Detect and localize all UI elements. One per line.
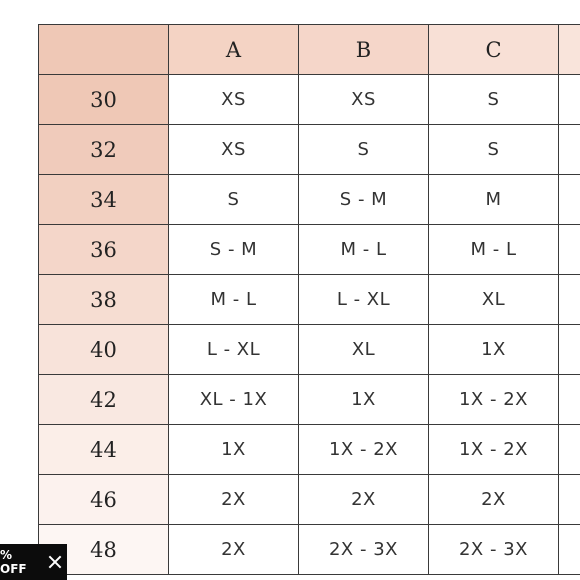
size-cell: 1X: [169, 425, 299, 475]
table-row: [39, 325, 580, 375]
close-icon[interactable]: [48, 555, 61, 569]
band-size-cell: 34: [39, 175, 169, 225]
size-cell-cut-off: [559, 525, 580, 575]
size-cell: 1X: [299, 375, 429, 425]
size-cell: M - L: [169, 275, 299, 325]
table-row: [39, 425, 580, 475]
size-cell: 1X - 2X: [429, 375, 559, 425]
size-cell: M - L: [429, 225, 559, 275]
table-row: [39, 275, 580, 325]
size-cell: L - XL: [299, 275, 429, 325]
size-cell-cut-off: [559, 175, 580, 225]
size-cell-cut-off: [559, 425, 580, 475]
cup-header-a: A: [169, 25, 299, 75]
size-cell: XS: [169, 125, 299, 175]
size-cell: S: [429, 125, 559, 175]
size-cell-cut-off: [559, 225, 580, 275]
size-cell-cut-off: [559, 375, 580, 425]
cup-header-c: C: [429, 25, 559, 75]
size-cell-cut-off: [559, 275, 580, 325]
size-cell: 1X: [429, 325, 559, 375]
size-cell-cut-off: [559, 125, 580, 175]
band-size-cell: 44: [39, 425, 169, 475]
band-size-cell: 46: [39, 475, 169, 525]
cup-header-next: [559, 25, 580, 75]
size-chart-table: [38, 24, 580, 575]
size-cell: XL - 1X: [169, 375, 299, 425]
size-cell: XL: [299, 325, 429, 375]
size-cell: S - M: [299, 175, 429, 225]
band-size-cell: 48: [39, 525, 169, 575]
band-size-cell: 40: [39, 325, 169, 375]
size-cell: M - L: [299, 225, 429, 275]
table-row: [39, 375, 580, 425]
size-cell: S: [429, 75, 559, 125]
size-cell: XL: [429, 275, 559, 325]
size-cell: XS: [169, 75, 299, 125]
size-cell: S: [169, 175, 299, 225]
table-row: [39, 225, 580, 275]
size-cell: S: [299, 125, 429, 175]
size-cell: 1X - 2X: [429, 425, 559, 475]
size-cell: 2X - 3X: [299, 525, 429, 575]
band-size-cell: 30: [39, 75, 169, 125]
size-cell: 2X - 3X: [429, 525, 559, 575]
size-chart-body: [39, 75, 580, 575]
size-cell: L - XL: [169, 325, 299, 375]
header-row: [39, 25, 580, 75]
size-cell: M: [429, 175, 559, 225]
size-cell: 1X - 2X: [299, 425, 429, 475]
size-cell: 2X: [169, 475, 299, 525]
size-cell-cut-off: [559, 475, 580, 525]
size-cell: S - M: [169, 225, 299, 275]
band-size-cell: 36: [39, 225, 169, 275]
promo-text: % OFF: [0, 548, 27, 576]
band-size-cell: 38: [39, 275, 169, 325]
table-row: [39, 525, 580, 575]
promo-banner[interactable]: [0, 544, 67, 580]
band-size-cell: 42: [39, 375, 169, 425]
size-cell: 2X: [169, 525, 299, 575]
size-cell-cut-off: [559, 75, 580, 125]
size-cell: 2X: [299, 475, 429, 525]
band-size-cell: 32: [39, 125, 169, 175]
table-row: [39, 125, 580, 175]
table-row: [39, 75, 580, 125]
table-row: [39, 475, 580, 525]
table-row: [39, 175, 580, 225]
cup-header-b: B: [299, 25, 429, 75]
size-cell: XS: [299, 75, 429, 125]
size-cell-cut-off: [559, 325, 580, 375]
size-cell: 2X: [429, 475, 559, 525]
corner-cell: [39, 25, 169, 75]
